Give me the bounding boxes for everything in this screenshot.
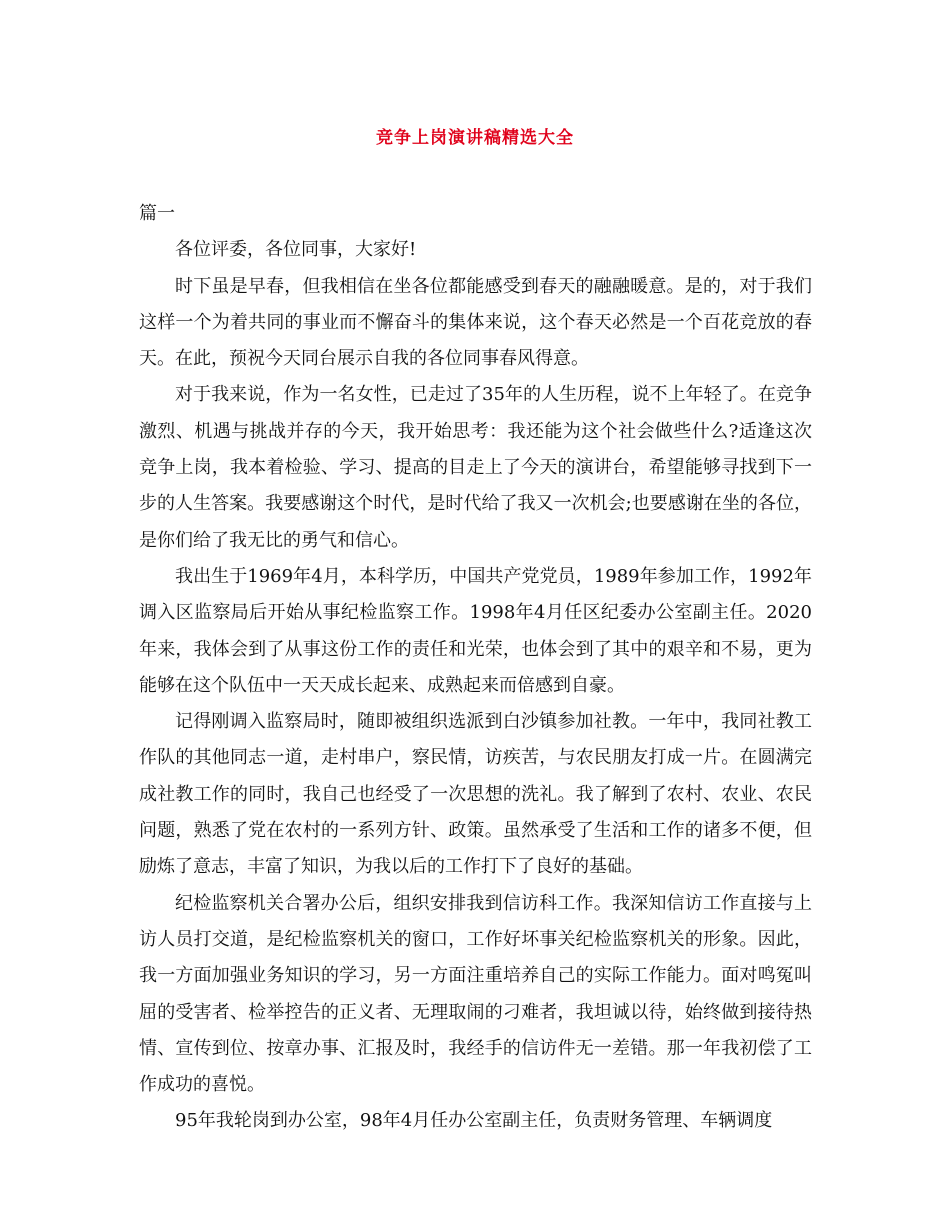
paragraph-background: 我出生于1969年4月，本科学历，中国共产党党员，1989年参加工作，1992年调入区监察局后开始从事纪检监察工作。1998年4月任区纪委办公室副主任。2020年来，我体会到了从事这份工作的责任和光荣，也体会到了其中的艰辛和不易，更为能够在这个队伍中一天天成长起来、成熟起来而倍感到自豪。	[139, 565, 813, 696]
paragraph-social-education: 记得刚调入监察局时，随即被组织选派到白沙镇参加社教。一年中，我同社教工作队的其他同志一道，走村串户，察民情，访疾苦，与农民朋友打成一片。在圆满完成社教工作的同时，我自己也经受了一次思想的洗礼。我了解到了农村、农业、农民问题，熟悉了党在农村的一系列方针、政策。虽然承受了生活和工作的诸多不便，但励炼了意志，丰富了知识，为我以后的工作打下了良好的基础。	[139, 711, 812, 878]
section-label: 篇一	[139, 203, 175, 224]
paragraph-petition-work: 纪检监察机关合署办公后，组织安排我到信访科工作。我深知信访工作直接与上访人员打交道，是纪检监察机关的窗口，工作好坏事关纪检监察机关的形象。因此，我一方面加强业务知识的学习，另一方面注重培养自己的实际工作能力。面对鸣冤叫屈的受害者、检举控告的正义者、无理取闹的刁难者，我坦诚以待，始终做到接待热情、宣传到位、按章办事、汇报及时，我经手的信访件无一差错。那一年我初偿了工作成功的喜悦。	[139, 892, 812, 1096]
paragraph-greeting: 各位评委，各位同事，大家好!	[175, 239, 417, 261]
document-body	[139, 196, 812, 1140]
paragraph-motivation: 对于我来说，作为一名女性，已走过了35年的人生历程，说不上年轻了。在竞争激烈、机遇与挑战并存的今天，我开始思考：我还能为这个社会做些什么?适逢这次竞争上岗，我本着检验、学习、提高的目走上了今天的演讲台，希望能够寻找到下一步的人生答案。我要感谢这个时代，是时代给了我又一次机会;也要感谢在坐的各位，是你们给了我无比的勇气和信心。	[139, 384, 812, 551]
document-title: 竞争上岗演讲稿精选大全	[376, 128, 574, 148]
paragraph-office-work: 95年我轮岗到办公室，98年4月任办公室副主任，负责财务管理、车辆调度	[175, 1110, 773, 1132]
paragraph-spring: 时下虽是早春，但我相信在坐各位都能感受到春天的融融暖意。是的，对于我们这样一个为着共同的事业而不懈奋斗的集体来说，这个春天必然是一个百花竞放的春天。在此，预祝今天同台展示自我的各位同事春风得意。	[139, 275, 812, 370]
